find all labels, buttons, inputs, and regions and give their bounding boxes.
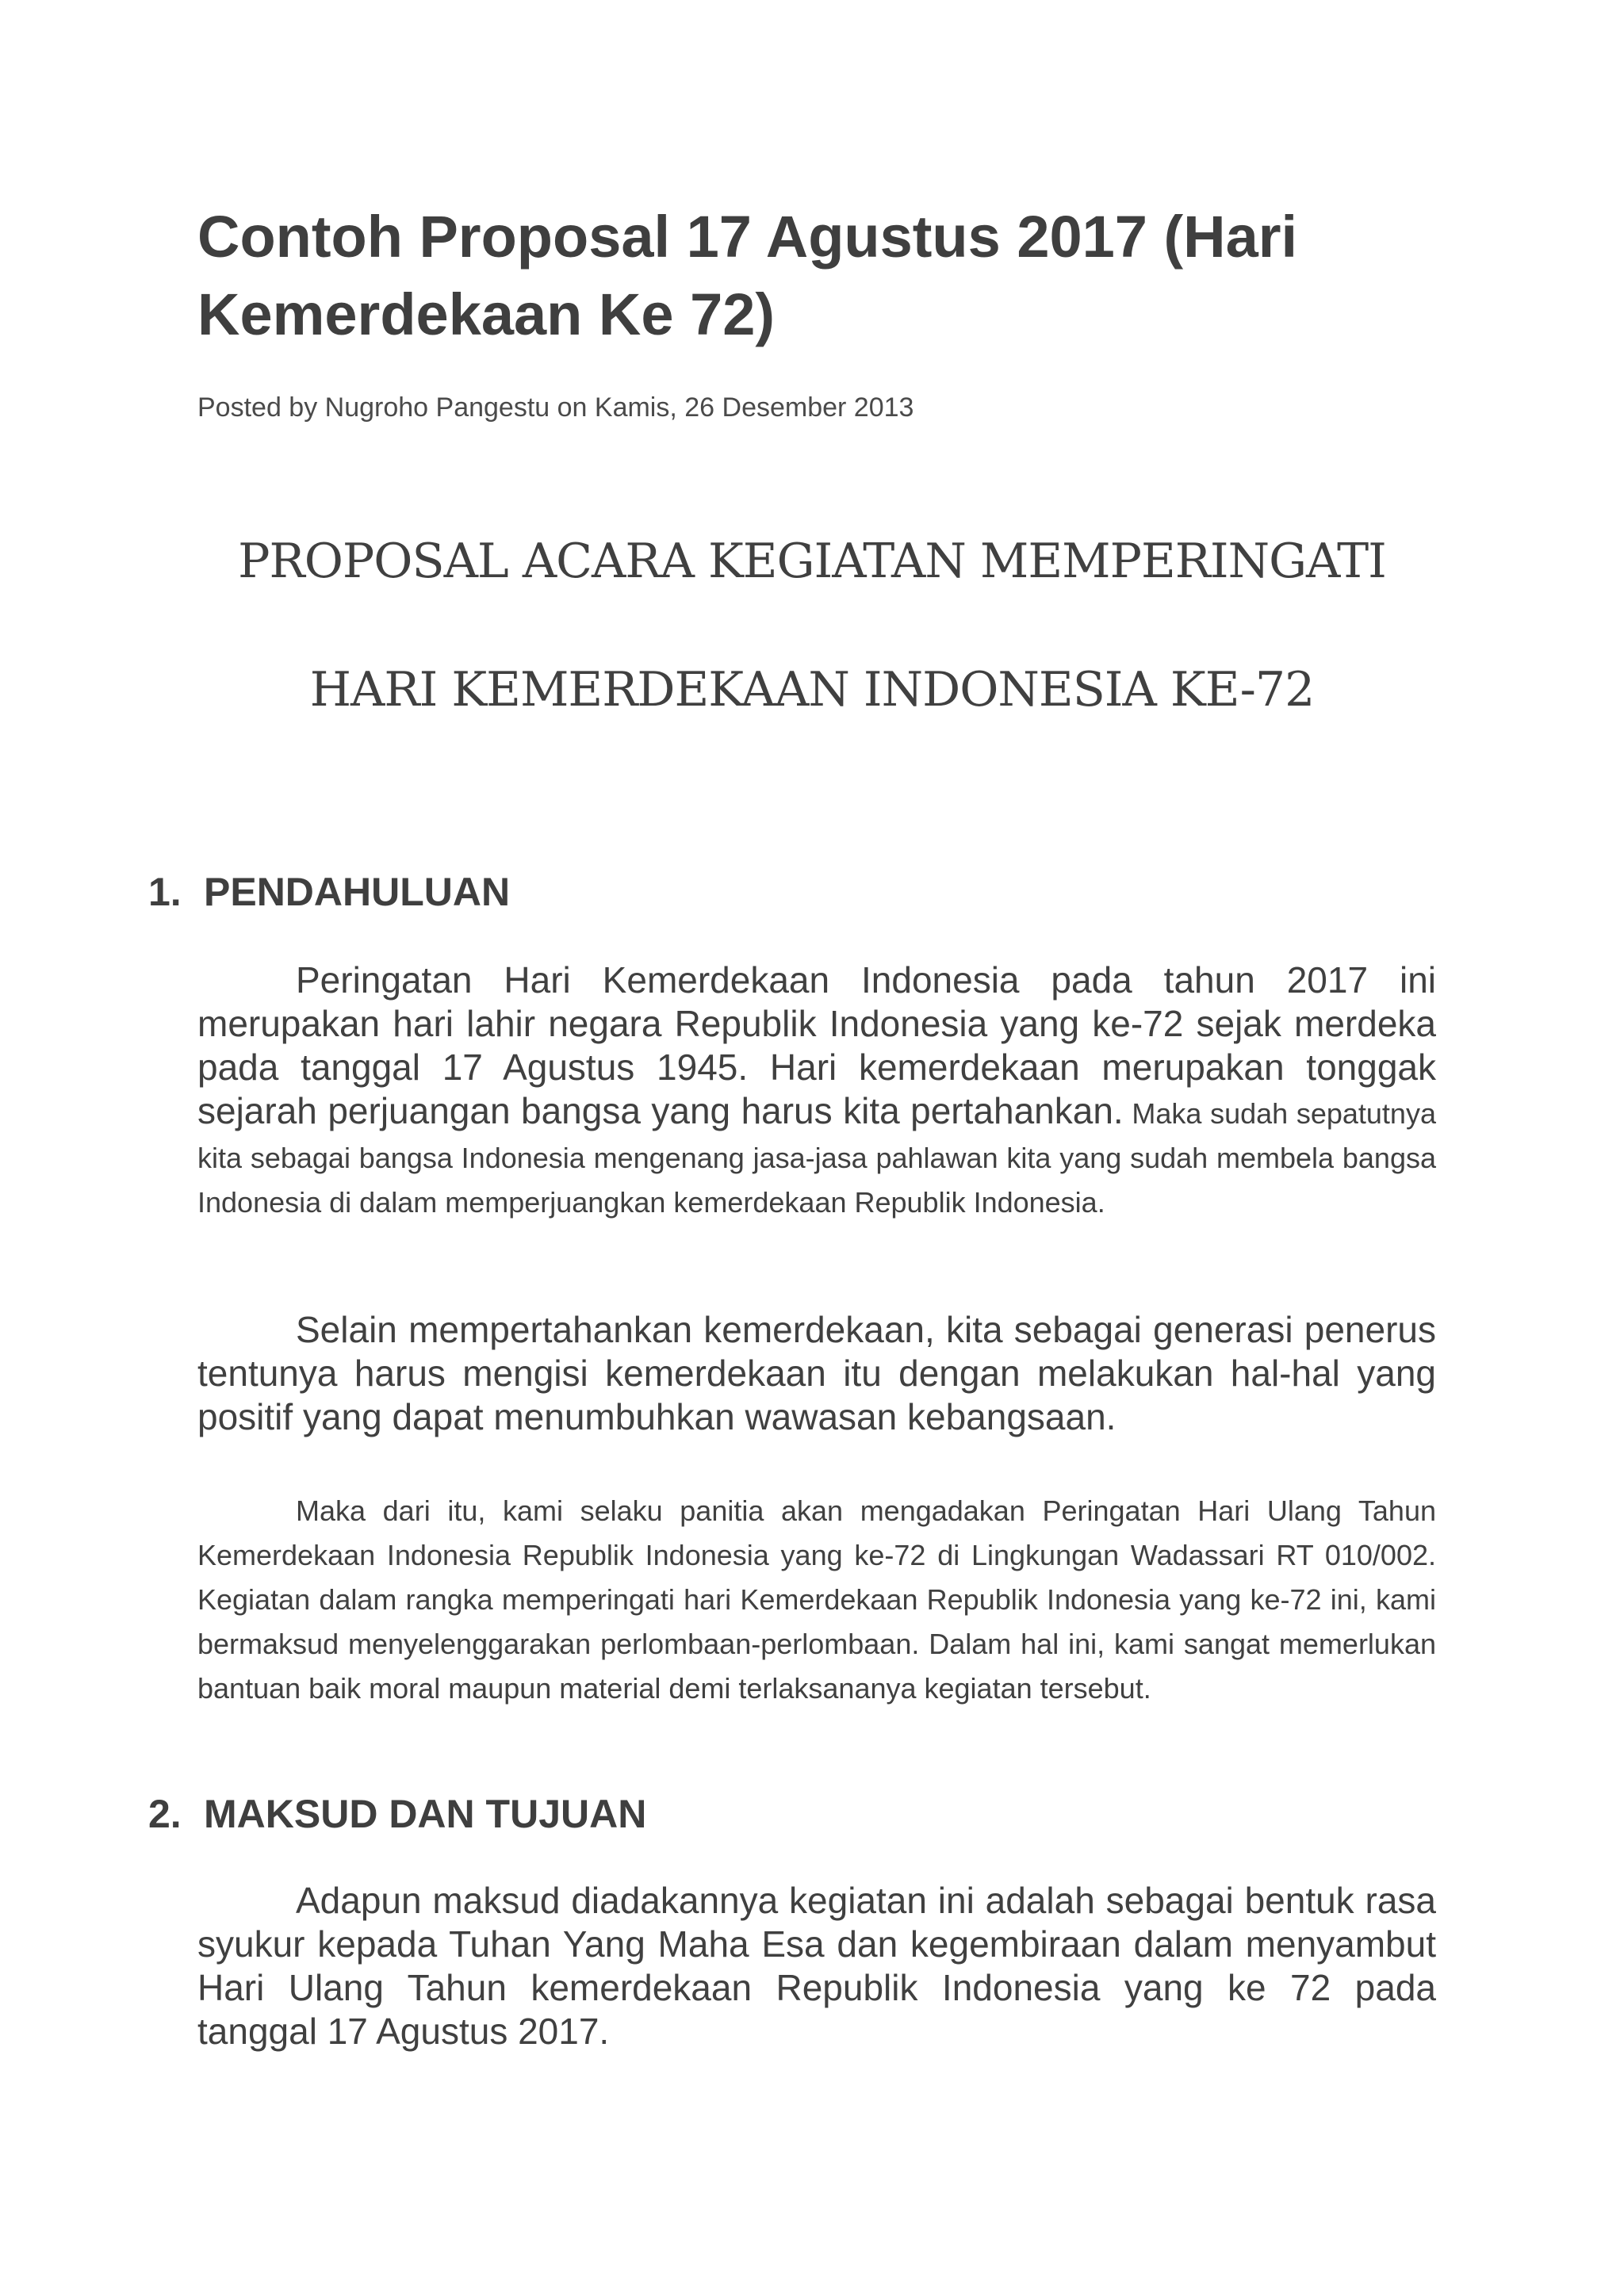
paragraph-pendahuluan-3 [197, 1489, 1436, 1711]
section-title: MAKSUD DAN TUJUAN [204, 1792, 647, 1836]
proposal-heading-line1: PROPOSAL ACARA KEGIATAN MEMPERINGATI [238, 534, 1386, 589]
paragraph-text-large: Peringatan Hari Kemerdekaan Indonesia pada tahun 2017 ini merupakan hari lahir negara Republik Indonesia yang ke-72 sejak merdeka pada tanggal 17 Agustus 1945. Hari kemerdekaan merupakan tonggak sejarah perjuangan bangsa yang harus kita pertahankan. [197, 959, 1436, 1131]
paragraph-pendahuluan-2 [197, 1308, 1436, 1439]
section-number: 2. [148, 1792, 182, 1836]
paragraph-pendahuluan-1 [197, 959, 1436, 1225]
paragraph-text: Maka dari itu, kami selaku panitia akan mengadakan Peringatan Hari Ulang Tahun Kemerdekaan Indonesia Republik Indonesia yang ke-72 di Lingkungan Wadassari RT 010/002. Kegiatan dalam rangka memperingati hari Kemerdekaan Republik Indonesia yang ke-72 ini, kami bermaksud menyelenggarakan perlombaan-perlombaan. Dalam hal ini, kami sangat memerlukan bantuan baik moral maupun material demi terlaksananya kegiatan tersebut. [197, 1494, 1436, 1705]
proposal-heading-line2: HARI KEMERDEKAAN INDONESIA KE-72 [309, 662, 1315, 718]
section-number: 1. [148, 870, 182, 914]
section-heading-maksud-dan-tujuan [148, 1790, 646, 1838]
paragraph-text-small: Maka sudah sepatutnya kita sebagai bangsa Indonesia mengenang jasa-jasa pahlawan kita yang sudah membela bangsa Indonesia di dalam memperjuangkan kemerdekaan Republik Indonesia. [197, 1097, 1436, 1219]
post-title: Contoh Proposal 17 Agustus 2017 (Hari Kemerdekaan Ke 72) [197, 204, 1298, 347]
paragraph-text: Adapun maksud diadakannya kegiatan ini adalah sebagai bentuk rasa syukur kepada Tuhan Yang Maha Esa dan kegembiraan dalam menyambut Hari Ulang Tahun kemerdekaan Republik Indonesia yang ke 72 pada tanggal 17 Agustus 2017. [197, 1880, 1436, 2052]
paragraph-maksud-1 [197, 1879, 1436, 2053]
paragraph-text: Selain mempertahankan kemerdekaan, kita sebagai generasi penerus tentunya harus mengisi kemerdekaan itu dengan melakukan hal-hal yang positif yang dapat menumbuhkan wawasan kebangsaan. [197, 1309, 1436, 1437]
section-heading-pendahuluan [148, 868, 510, 916]
section-title: PENDAHULUAN [204, 870, 511, 914]
post-byline: Posted by Nugroho Pangestu on Kamis, 26 Desember 2013 [197, 392, 914, 423]
